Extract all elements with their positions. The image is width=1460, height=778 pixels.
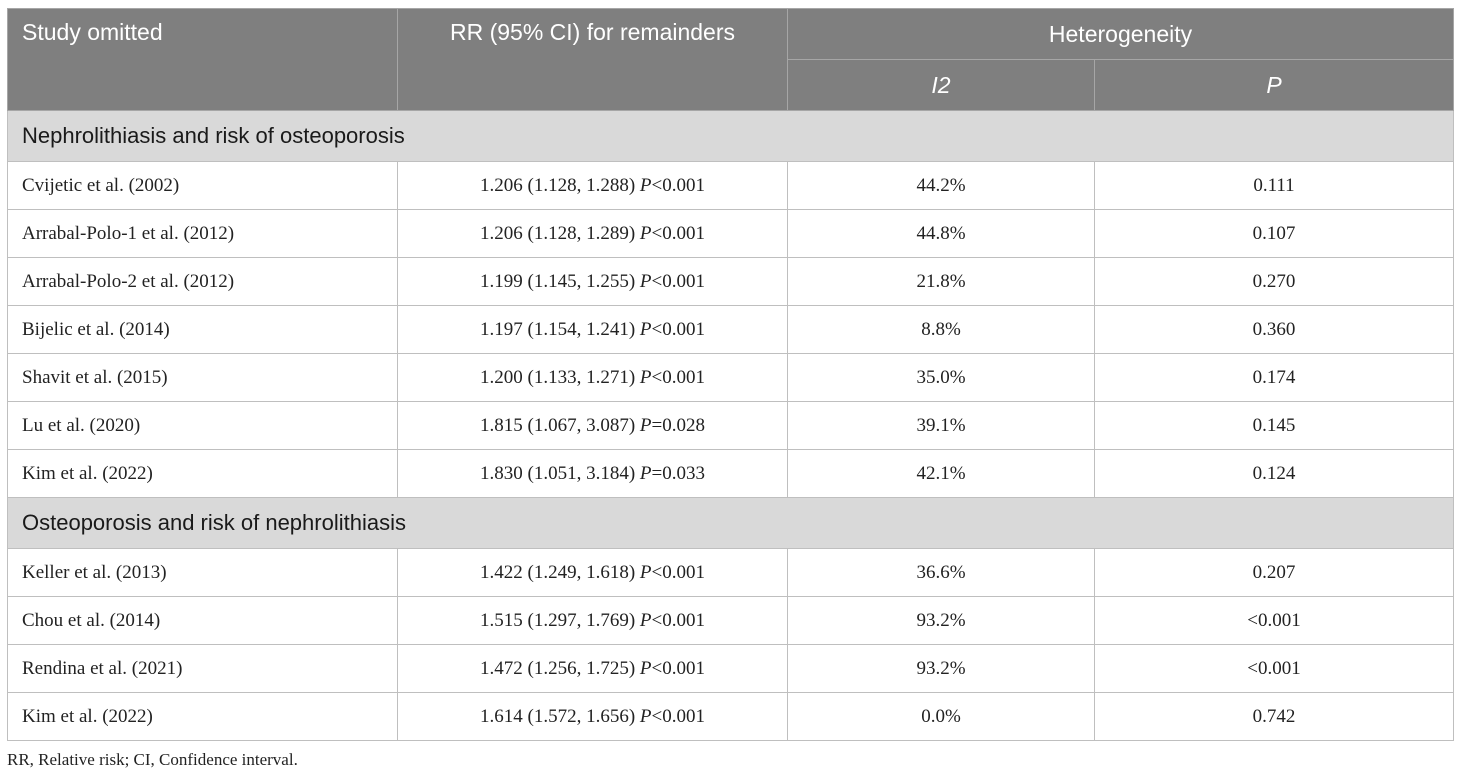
- rr-value: 1.614 (1.572, 1.656): [480, 705, 636, 727]
- p-cell: 0.111: [1095, 162, 1454, 210]
- rr-value: 1.422 (1.249, 1.618): [480, 561, 636, 583]
- study-cell: Arrabal-Polo-2 et al. (2012): [8, 258, 398, 306]
- p-label: P: [639, 318, 652, 340]
- p-label: P: [639, 174, 652, 196]
- p-relation: <0.001: [651, 270, 705, 292]
- i2-cell: 8.8%: [788, 306, 1095, 354]
- p-label: P: [639, 270, 652, 292]
- header-heterogeneity: Heterogeneity: [788, 9, 1454, 60]
- p-cell: <0.001: [1095, 597, 1454, 645]
- rr-cell: [398, 693, 788, 741]
- header-i2: I2: [788, 60, 1095, 111]
- p-cell: 0.145: [1095, 402, 1454, 450]
- rr-cell: [398, 450, 788, 498]
- p-relation: <0.001: [651, 318, 705, 340]
- p-relation: <0.001: [651, 609, 705, 631]
- rr-value: 1.197 (1.154, 1.241): [480, 318, 636, 340]
- study-cell: Rendina et al. (2021): [8, 645, 398, 693]
- study-cell: Arrabal-Polo-1 et al. (2012): [8, 210, 398, 258]
- i2-cell: 35.0%: [788, 354, 1095, 402]
- p-relation: <0.001: [651, 174, 705, 196]
- rr-value: 1.199 (1.145, 1.255): [480, 270, 636, 292]
- i2-cell: 93.2%: [788, 597, 1095, 645]
- study-cell: Shavit et al. (2015): [8, 354, 398, 402]
- i2-cell: 0.0%: [788, 693, 1095, 741]
- p-label: P: [639, 462, 652, 484]
- p-cell: 0.107: [1095, 210, 1454, 258]
- table-row: [8, 354, 1454, 402]
- p-relation: <0.001: [651, 657, 705, 679]
- table-row: [8, 450, 1454, 498]
- table-row: [8, 549, 1454, 597]
- p-cell: 0.174: [1095, 354, 1454, 402]
- table-header: [8, 9, 1454, 111]
- table-row: [8, 210, 1454, 258]
- section-title: Osteoporosis and risk of nephrolithiasis: [8, 498, 1454, 549]
- rr-cell: [398, 645, 788, 693]
- study-cell: Keller et al. (2013): [8, 549, 398, 597]
- rr-cell: [398, 597, 788, 645]
- table-row: [8, 162, 1454, 210]
- table-row: [8, 402, 1454, 450]
- p-label: P: [639, 705, 652, 727]
- section-title: Nephrolithiasis and risk of osteoporosis: [8, 111, 1454, 162]
- study-cell: Bijelic et al. (2014): [8, 306, 398, 354]
- rr-cell: [398, 258, 788, 306]
- p-cell: 0.207: [1095, 549, 1454, 597]
- table-row: [8, 258, 1454, 306]
- rr-value: 1.472 (1.256, 1.725): [480, 657, 636, 679]
- study-cell: Kim et al. (2022): [8, 693, 398, 741]
- p-relation: <0.001: [651, 366, 705, 388]
- p-label: P: [639, 609, 652, 631]
- rr-value: 1.206 (1.128, 1.289): [480, 222, 636, 244]
- rr-value: 1.206 (1.128, 1.288): [480, 174, 636, 196]
- study-cell: Lu et al. (2020): [8, 402, 398, 450]
- i2-cell: 21.8%: [788, 258, 1095, 306]
- i2-cell: 39.1%: [788, 402, 1095, 450]
- p-relation: <0.001: [651, 705, 705, 727]
- p-relation: =0.028: [651, 414, 705, 436]
- sensitivity-analysis-table: [7, 8, 1454, 741]
- table-row: [8, 645, 1454, 693]
- header-study-omitted: Study omitted: [8, 9, 398, 111]
- table-body: [8, 111, 1454, 741]
- p-cell: 0.360: [1095, 306, 1454, 354]
- p-label: P: [639, 366, 652, 388]
- p-relation: =0.033: [651, 462, 705, 484]
- p-label: P: [639, 657, 652, 679]
- p-cell: 0.270: [1095, 258, 1454, 306]
- rr-cell: [398, 162, 788, 210]
- rr-cell: [398, 354, 788, 402]
- section-row: [8, 498, 1454, 549]
- study-cell: Kim et al. (2022): [8, 450, 398, 498]
- rr-cell: [398, 402, 788, 450]
- table-row: [8, 597, 1454, 645]
- table-row: [8, 306, 1454, 354]
- i2-cell: 93.2%: [788, 645, 1095, 693]
- rr-value: 1.515 (1.297, 1.769): [480, 609, 636, 631]
- p-cell: 0.124: [1095, 450, 1454, 498]
- header-p: P: [1095, 60, 1454, 111]
- p-relation: <0.001: [651, 222, 705, 244]
- header-rr: RR (95% CI) for remainders: [398, 9, 788, 111]
- rr-value: 1.830 (1.051, 3.184): [480, 462, 636, 484]
- rr-cell: [398, 306, 788, 354]
- study-cell: Cvijetic et al. (2002): [8, 162, 398, 210]
- i2-cell: 36.6%: [788, 549, 1095, 597]
- rr-cell: [398, 549, 788, 597]
- rr-value: 1.815 (1.067, 3.087): [480, 414, 636, 436]
- i2-cell: 44.2%: [788, 162, 1095, 210]
- section-row: [8, 111, 1454, 162]
- study-cell: Chou et al. (2014): [8, 597, 398, 645]
- table-footnote: RR, Relative risk; CI, Confidence interval.: [7, 750, 298, 769]
- p-label: P: [639, 222, 652, 244]
- rr-value: 1.200 (1.133, 1.271): [480, 366, 636, 388]
- table-row: [8, 693, 1454, 741]
- p-cell: 0.742: [1095, 693, 1454, 741]
- p-label: P: [639, 561, 652, 583]
- p-cell: <0.001: [1095, 645, 1454, 693]
- p-relation: <0.001: [651, 561, 705, 583]
- rr-cell: [398, 210, 788, 258]
- i2-cell: 44.8%: [788, 210, 1095, 258]
- p-label: P: [639, 414, 652, 436]
- i2-cell: 42.1%: [788, 450, 1095, 498]
- sensitivity-table-container: [7, 8, 1453, 741]
